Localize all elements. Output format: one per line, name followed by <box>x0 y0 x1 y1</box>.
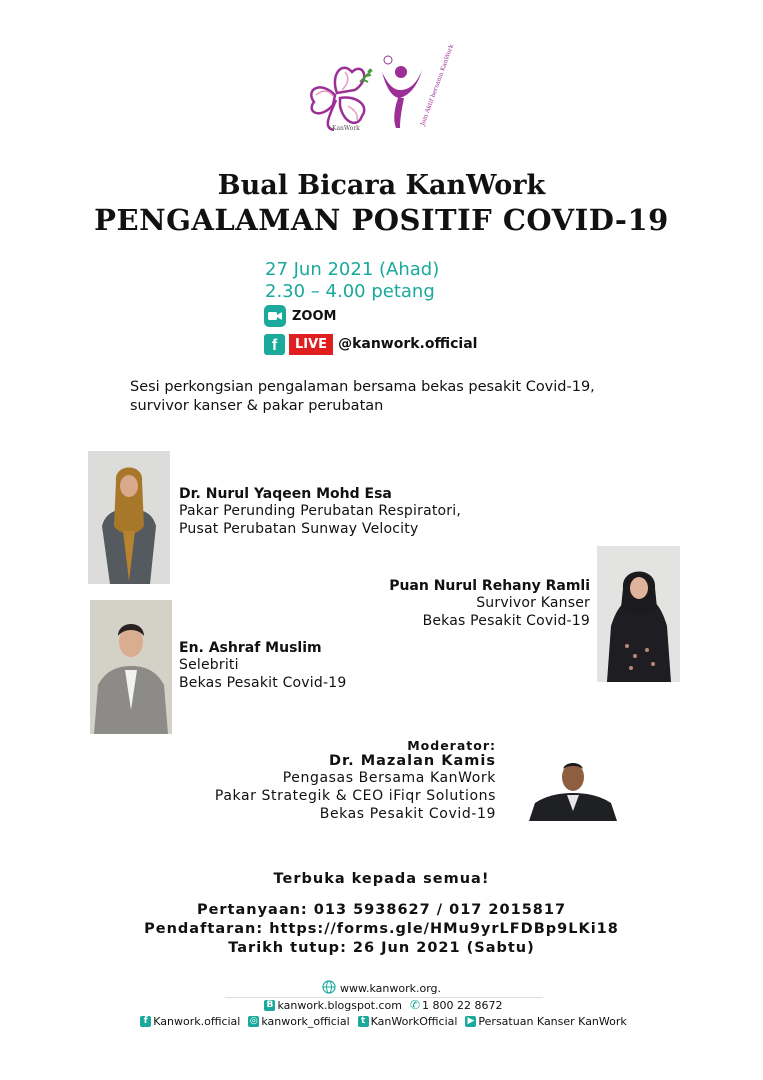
facebook-handle: @kanwork.official <box>338 336 478 352</box>
speaker-photo-2 <box>597 546 680 682</box>
phone-number: 1 800 22 8672 <box>422 998 503 1012</box>
facebook-link[interactable]: Kanwork.official <box>153 1015 241 1028</box>
instagram-link[interactable]: kanwork_official <box>261 1015 350 1028</box>
event-series-title: Bual Bicara KanWork <box>217 170 546 201</box>
speaker-2 <box>300 578 590 630</box>
moderator-label: Moderator: <box>407 738 496 753</box>
event-description <box>130 378 650 416</box>
moderator-name: Dr. Mazalan Kamis <box>329 753 496 769</box>
speaker-1 <box>179 486 461 538</box>
logo-tagline-text: Jom Aktif bersama KanWork <box>419 43 456 127</box>
live-badge: LIVE <box>289 334 333 355</box>
twitter-link[interactable]: KanWorkOfficial <box>370 1015 458 1028</box>
blogger-icon: B <box>264 1000 275 1011</box>
facebook-small-icon: f <box>140 1016 151 1027</box>
event-time: 2.30 – 4.00 petang <box>265 281 435 302</box>
globe-icon <box>322 980 336 997</box>
twitter-icon: t <box>358 1016 369 1027</box>
youtube-link[interactable]: Persatuan Kanser KanWork <box>478 1015 627 1028</box>
speaker-photo-1 <box>88 451 170 584</box>
speaker-3 <box>179 640 346 692</box>
footer-website <box>0 980 763 997</box>
event-datetime <box>265 259 439 303</box>
questions-contact: Pertanyaan: 013 5938627 / 017 2015817 <box>196 902 567 918</box>
registration-link[interactable]: Pendaftaran: https://forms.gle/HMu9yrLFDBp9LKi18 <box>144 921 619 937</box>
speaker-3-status: Bekas Pesakit Covid-19 <box>179 675 347 691</box>
open-to-all: Terbuka kepada semua! <box>273 871 490 887</box>
blog-link[interactable]: kanwork.blogspot.com <box>277 998 402 1012</box>
speaker-2-status: Bekas Pesakit Covid-19 <box>422 613 590 629</box>
kanwork-logo <box>300 43 456 140</box>
speaker-2-role: Survivor Kanser <box>476 595 590 611</box>
moderator-line-3: Bekas Pesakit Covid-19 <box>319 806 496 822</box>
speaker-photo-3 <box>90 600 172 734</box>
logo-brand-text: KanWork <box>332 125 360 132</box>
speaker-3-name: En. Ashraf Muslim <box>179 640 322 656</box>
footer-contact-row <box>0 998 763 1012</box>
moderator-line-1: Pengasas Bersama KanWork <box>282 770 496 786</box>
phone-icon: ✆ <box>409 998 421 1012</box>
website-link[interactable]: www.kanwork.org. <box>339 982 442 995</box>
speaker-1-role: Pakar Perunding Perubatan Respiratori, <box>179 503 461 519</box>
facebook-live-platform <box>264 333 477 355</box>
footer-social-row <box>0 1015 763 1028</box>
speaker-1-affiliation: Pusat Perubatan Sunway Velocity <box>179 521 419 537</box>
speaker-2-name: Puan Nurul Rehany Ramli <box>389 578 590 594</box>
description-line-2: survivor kanser & pakar perubatan <box>130 398 384 414</box>
registration-deadline: Tarikh tutup: 26 Jun 2021 (Sabtu) <box>228 940 535 956</box>
speaker-3-role: Selebriti <box>179 657 239 673</box>
moderator-line-2: Pakar Strategik & CEO iFiqr Solutions <box>214 788 496 804</box>
description-line-1: Sesi perkongsian pengalaman bersama bekas pesakit Covid-19, <box>130 379 595 395</box>
zoom-label: ZOOM <box>292 308 337 324</box>
facebook-icon: f <box>264 334 285 355</box>
moderator-photo <box>525 755 621 821</box>
zoom-icon <box>264 305 286 327</box>
zoom-platform <box>264 305 336 327</box>
event-info <box>0 901 763 958</box>
moderator <box>150 738 496 823</box>
speaker-1-name: Dr. Nurul Yaqeen Mohd Esa <box>179 486 392 502</box>
youtube-icon: ▶ <box>465 1016 476 1027</box>
event-main-title: PENGALAMAN POSITIF COVID-19 <box>94 203 669 237</box>
event-date: 27 Jun 2021 (Ahad) <box>265 259 440 280</box>
instagram-icon: ◎ <box>249 1016 258 1026</box>
